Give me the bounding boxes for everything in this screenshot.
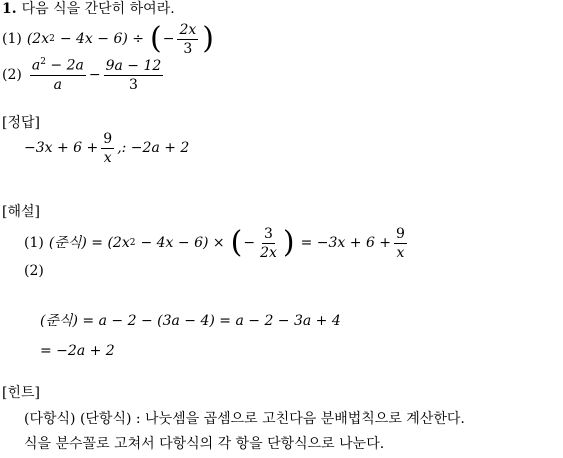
part-1-expr-b: − 4x − 6) ÷ xyxy=(59,31,145,47)
explanation-line-3: (준식) = a − 2 − (3a − 4) = a − 2 − 3a + 4 xyxy=(40,313,341,329)
part-1-exponent: 2 xyxy=(49,33,55,44)
problem-title xyxy=(2,2,175,16)
part-1-label: (1) xyxy=(2,31,22,47)
answer-line xyxy=(24,130,189,166)
part-1-fraction-numerator: 2x xyxy=(179,21,197,38)
part-2-fraction-2-denominator: 3 xyxy=(128,76,138,93)
explanation-left-paren: ( xyxy=(230,225,243,260)
explanation-heading: [해설] xyxy=(2,204,40,220)
explanation-1-minus: − xyxy=(243,235,256,251)
explanation-1-exponent: 2 xyxy=(129,237,136,248)
explanation-line-1 xyxy=(24,224,410,262)
part-2-fraction-1-denominator: a xyxy=(53,76,63,93)
hint-line-2: 식을 분수꼴로 고쳐서 다항식의 각 항을 단항식으로 나눈다. xyxy=(24,436,385,452)
explanation-1-fraction-denominator: 2x xyxy=(260,244,277,261)
part-2-fraction-2-numerator: 9a − 12 xyxy=(105,57,162,74)
explanation-right-paren: ) xyxy=(282,225,295,260)
explanation-1-result-fraction xyxy=(394,227,407,260)
part-2-label: (2) xyxy=(2,67,22,83)
part-1-minus: − xyxy=(162,31,175,47)
explanation-1-a: (준식) = (2x xyxy=(48,235,130,251)
problem-number: 1. xyxy=(2,1,17,17)
explanation-1-label: (1) xyxy=(24,235,44,251)
part-1-fraction xyxy=(177,23,198,56)
answer-part-b: ,: −2a + 2 xyxy=(117,140,190,156)
part-2-fraction-1-numerator xyxy=(30,58,86,76)
left-paren: ( xyxy=(150,21,162,56)
explanation-1-c: = −3x + 6 + xyxy=(300,235,392,251)
part-2-num1-exponent: 2 xyxy=(40,57,46,68)
explanation-1-fraction-numerator: 3 xyxy=(264,225,273,242)
part-2-fraction-1 xyxy=(30,58,86,92)
problem-part-1 xyxy=(2,20,215,58)
part-2-fraction-2 xyxy=(104,59,164,92)
part-1-fraction-denominator: 3 xyxy=(183,40,193,57)
part-2-num1-base: a xyxy=(31,57,41,74)
answer-fraction xyxy=(101,132,114,165)
answer-heading: [정답] xyxy=(2,115,40,131)
explanation-1-fraction xyxy=(258,227,279,260)
answer-fraction-denominator: x xyxy=(103,149,112,166)
answer-fraction-numerator: 9 xyxy=(103,130,113,147)
problem-instruction: 다음 식을 간단히 하여라. xyxy=(21,1,175,17)
answer-part-a: −3x + 6 + xyxy=(24,140,99,156)
explanation-1-result-denominator: x xyxy=(396,244,405,261)
part-2-num1-rest: − 2a xyxy=(50,57,84,74)
part-2-minus: − xyxy=(88,67,101,83)
hint-line-1: (다항식) (단항식) : 나눗셈을 곱셈으로 고친다음 분배법칙으로 계산한다. xyxy=(24,411,465,427)
right-paren: ) xyxy=(202,21,214,56)
part-1-expr-a: (2x xyxy=(26,31,50,47)
explanation-1-result-numerator: 9 xyxy=(396,225,405,242)
problem-part-2 xyxy=(2,56,166,94)
hint-heading: [힌트] xyxy=(2,385,40,401)
explanation-2-label: (2) xyxy=(24,263,44,279)
explanation-line-4: = −2a + 2 xyxy=(40,343,115,359)
explanation-1-b: − 4x − 6) × xyxy=(140,235,225,251)
